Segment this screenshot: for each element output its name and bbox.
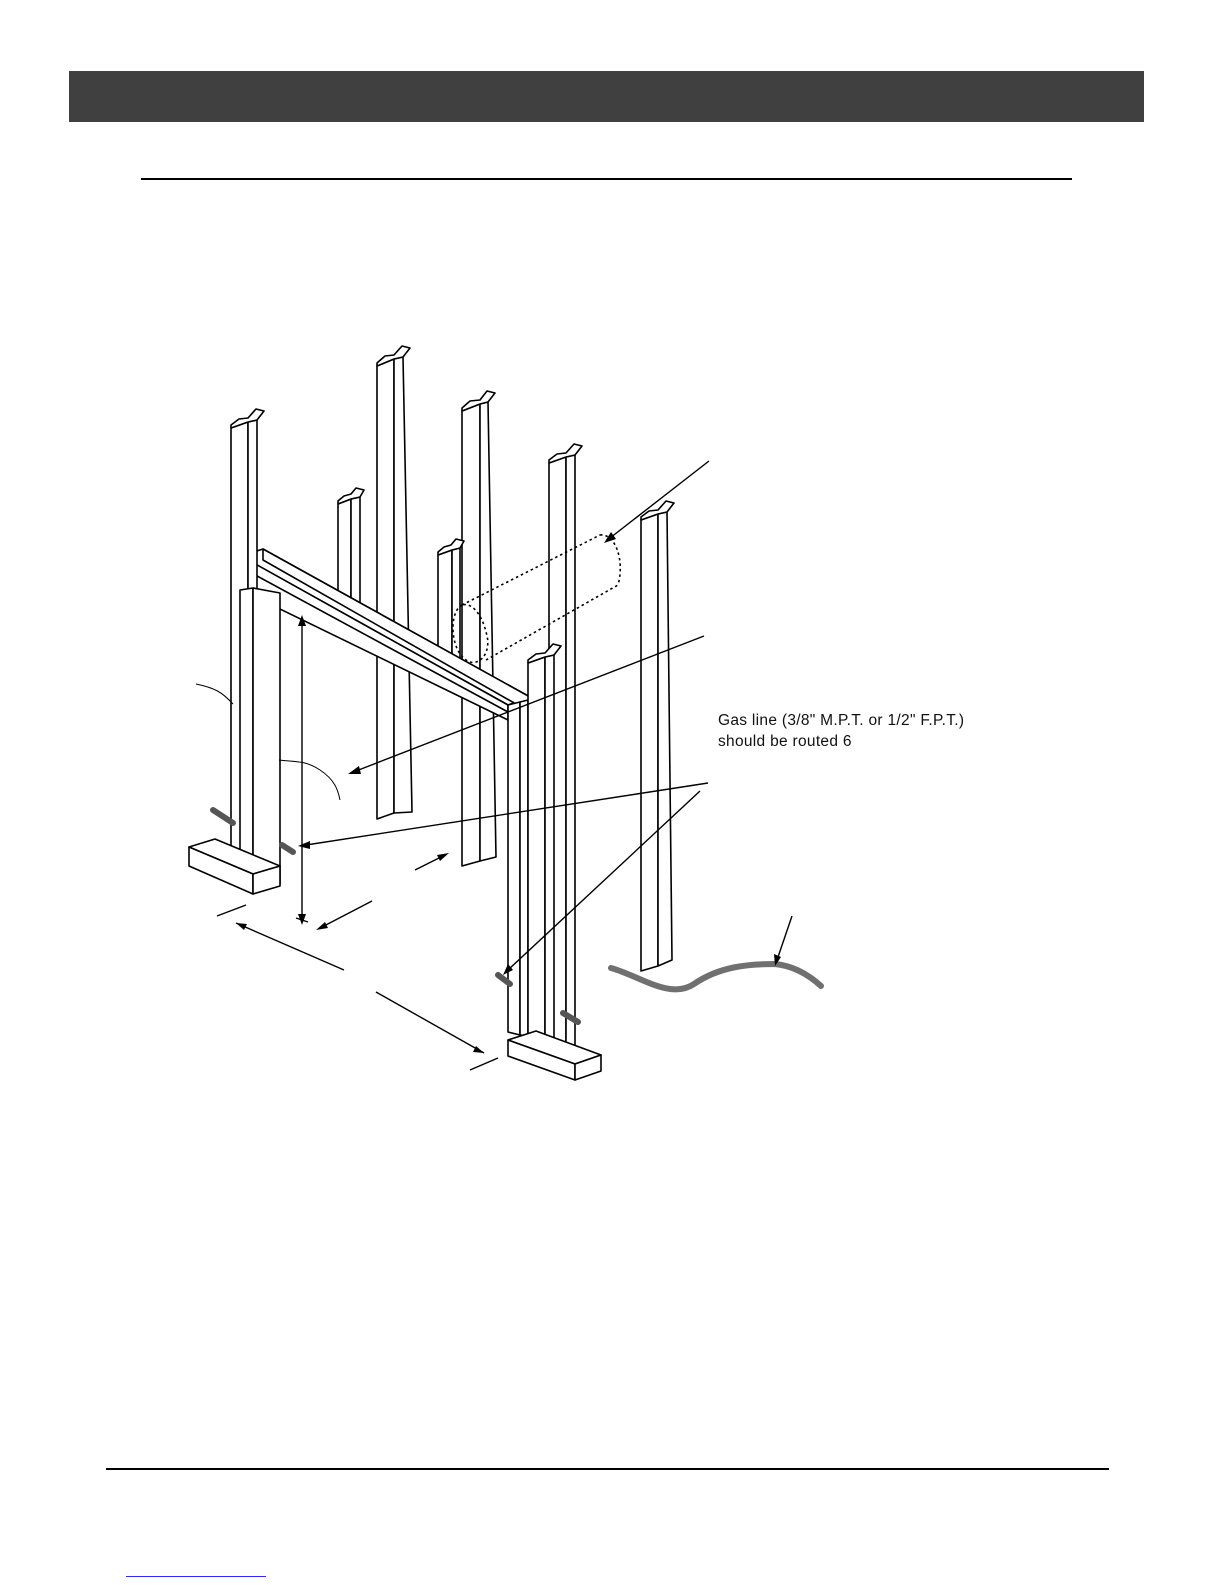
stud-far-right bbox=[641, 501, 674, 971]
gas-line-note bbox=[718, 710, 964, 752]
gas-line-note-line1: Gas line (3/8" M.P.T. or 1/2" F.P.T.) bbox=[718, 712, 965, 729]
gas-line-note-line2: should be routed 6 bbox=[718, 733, 852, 750]
stud-back-mid bbox=[462, 391, 496, 866]
stud-left-jack bbox=[240, 588, 280, 890]
sill-right bbox=[508, 1031, 601, 1080]
footer-divider bbox=[106, 1468, 1109, 1470]
stud-back-tall bbox=[377, 346, 412, 819]
footer-link-underline[interactable] bbox=[126, 1576, 266, 1577]
